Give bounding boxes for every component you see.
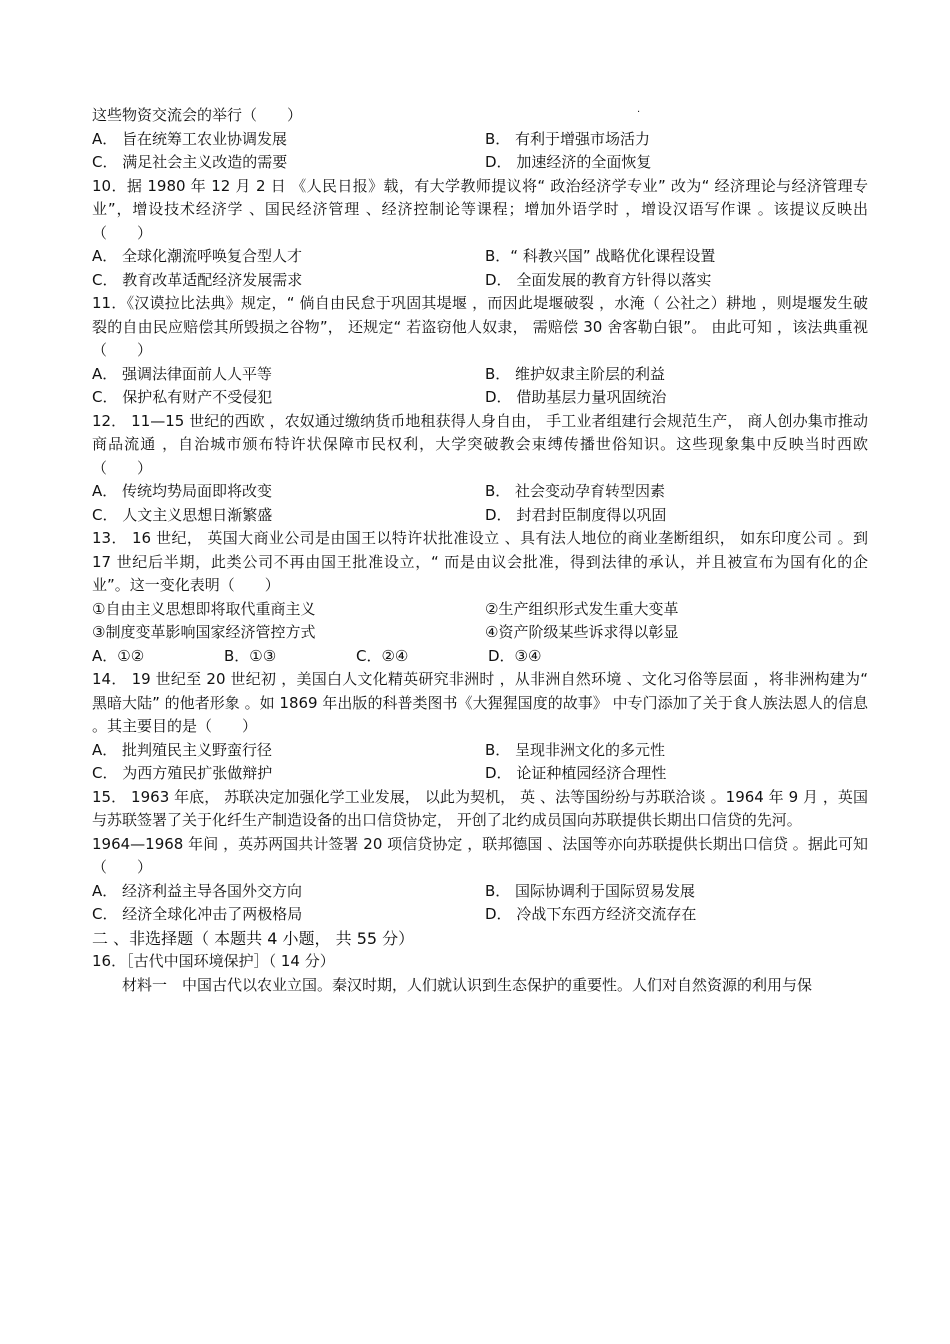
q12-options-row-1 bbox=[92, 480, 868, 504]
q13-statement-3: ③制度变革影响国家经济管控方式 bbox=[92, 623, 316, 641]
q14-option-c[interactable]: C． 为西方殖民扩张做辩护 bbox=[92, 764, 273, 782]
q13-options-row bbox=[92, 645, 868, 669]
q13-option-a[interactable]: A．①② bbox=[92, 646, 145, 665]
q11-options-row-2 bbox=[92, 386, 868, 410]
q16-material-1: 材料一 中国古代以农业立国。秦汉时期，人们就认识到生态保护的重要性。人们对自然资源的利用与保 bbox=[122, 975, 813, 994]
q13-option-d[interactable]: D．③④ bbox=[488, 646, 542, 665]
q14-options-row-1 bbox=[92, 739, 868, 763]
q15-option-c[interactable]: C． 经济全球化冲击了两极格局 bbox=[92, 905, 303, 923]
q11-option-c[interactable]: C． 保护私有财产不受侵犯 bbox=[92, 388, 273, 406]
q15-stem-part-2: 1964—1968 年间 ，英苏两国共计签署 20 项信贷协定 ，联邦德国 、法国等亦向苏联提供长期出口信贷 。据此可知（ ） bbox=[92, 834, 868, 876]
q10-option-a[interactable]: A． 全球化潮流呼唤复合型人才 bbox=[92, 247, 303, 265]
q14-option-b[interactable]: B． 呈现非洲文化的多元性 bbox=[485, 740, 666, 759]
q13-statement-2: ②生产组织形式发生重大变革 bbox=[485, 599, 679, 618]
q12-option-c[interactable]: C． 人文主义思想日渐繁盛 bbox=[92, 505, 273, 524]
q11-options-row-1 bbox=[92, 363, 868, 387]
q13-statement-1: ①自由主义思想即将取代重商主义 bbox=[92, 599, 316, 618]
q15-option-d[interactable]: D． 冷战下东西方经济交流存在 bbox=[485, 905, 697, 923]
q12-option-b[interactable]: B． 社会变动孕育转型因素 bbox=[485, 482, 666, 500]
q11-option-b[interactable]: B． 维护奴隶主阶层的利益 bbox=[485, 364, 666, 383]
q11-option-d[interactable]: D． 借助基层力量巩固统治 bbox=[485, 388, 667, 406]
q11-option-a[interactable]: A． 强调法律面前人人平等 bbox=[92, 364, 273, 383]
q10-options-row-2 bbox=[92, 269, 868, 293]
q13-statement-4: ④资产阶级某些诉求得以彰显 bbox=[485, 623, 679, 641]
q10-stem: 10．据 1980 年 12 月 2 日 《人民日报》载，有大学教师提议将“ 政治经济学专业” 改为“ 经济理论与经济管理专业”，增设技术经济学 、国民经济管理 、经济控制论等课程；增加外语学时 ，增设汉语写作课 。该提议反映出（ ） bbox=[92, 176, 868, 242]
q12-stem: 12． 11—15 世纪的西欧 ，农奴通过缴纳货币地租获得人身自由， 手工业者组建行会规范生产， 商人创办集市推动商品流通 ，自治城市颁布特许状保障市民权利，大学突破教会束缚传播世俗知识。这些现象集中反映当时西欧（ ） bbox=[92, 411, 868, 477]
q14-option-d[interactable]: D． 论证种植园经济合理性 bbox=[485, 764, 667, 782]
q15-options-row-2 bbox=[92, 903, 868, 927]
q15-option-a[interactable]: A． 经济利益主导各国外交方向 bbox=[92, 881, 303, 900]
exam-page bbox=[92, 104, 868, 997]
q10-options-row-1 bbox=[92, 245, 868, 269]
q9-options-row-1 bbox=[92, 128, 868, 152]
q9-option-c[interactable]: C． 满足社会主义改造的需要 bbox=[92, 153, 288, 171]
q14-stem: 14． 19 世纪至 20 世纪初 ，美国白人文化精英研究非洲时 ，从非洲自然环境 、文化习俗等层面 ，将非洲构建为“ 黑暗大陆” 的他者形象 。如 1869 年出版的科普类图书《大猩猩国度的故事》 中专门添加了关于食人族法恩人的信息 。其主要目的是（ ） bbox=[92, 670, 868, 735]
q12-option-d[interactable]: D． 封君封臣制度得以巩固 bbox=[485, 505, 667, 524]
q16-heading: 16．［古代中国环境保护］（ 14 分） bbox=[92, 952, 335, 970]
q13-statements-row-1 bbox=[92, 598, 868, 622]
q10-option-c[interactable]: C． 教育改革适配经济发展需求 bbox=[92, 270, 303, 289]
page-mark: . bbox=[637, 104, 641, 115]
q9-option-d[interactable]: D． 加速经济的全面恢复 bbox=[485, 153, 652, 171]
q12-option-a[interactable]: A． 传统均势局面即将改变 bbox=[92, 482, 273, 500]
q13-stem: 13． 16 世纪， 英国大商业公司是由国王以特许状批准设立 、具有法人地位的商业垄断组织， 如东印度公司 。到 17 世纪后半期，此类公司不再由国王批准设立，“ 而是由议会批准，得到法律的承认，并且被宣布为国有化的企业”。这一变化表明（ ） bbox=[92, 529, 868, 594]
q11-stem: 11．《汉谟拉比法典》规定，“ 倘自由民怠于巩固其堤堰 ，而因此堤堰破裂 ，水淹（ 公社之）耕地 ，则堤堰发生破裂的自由民应赔偿其所毁损之谷物”， 还规定“ 若盗窃他人奴隶， 需赔偿 30 舍客勒白银”。 由此可知 ，该法典重视（ ） bbox=[92, 294, 868, 359]
q15-stem-part-1: 15． 1963 年底， 苏联决定加强化学工业发展， 以此为契机， 英 、法等国纷纷与苏联洽谈 。1964 年 9 月 ，英国与苏联签署了关于化纤生产制造设备的出口信贷协定， 开创了北约成员国向苏联提供长期出口信贷的先河。 bbox=[92, 787, 868, 829]
q12-options-row-2 bbox=[92, 504, 868, 528]
q9-option-a[interactable]: A． 旨在统筹工农业协调发展 bbox=[92, 129, 288, 148]
q13-statements-row-2 bbox=[92, 621, 868, 645]
q10-option-b[interactable]: B．“ 科教兴国” 战略优化课程设置 bbox=[485, 247, 716, 265]
q9-option-b[interactable]: B． 有利于增强市场活力 bbox=[485, 129, 651, 148]
q14-options-row-2 bbox=[92, 762, 868, 786]
q9-stem-tail: 这些物资交流会的举行（ ） bbox=[92, 106, 303, 124]
q15-option-b[interactable]: B． 国际协调利于国际贸易发展 bbox=[485, 881, 696, 900]
section-2-title: 二 、非选择题（ 本题共 4 小题， 共 55 分） bbox=[92, 928, 415, 948]
q15-options-row-1 bbox=[92, 880, 868, 904]
q13-option-c[interactable]: C．②④ bbox=[356, 646, 409, 665]
q10-option-d[interactable]: D． 全面发展的教育方针得以落实 bbox=[485, 270, 712, 289]
q13-option-b[interactable]: B．①③ bbox=[224, 646, 277, 665]
q14-option-a[interactable]: A． 批判殖民主义野蛮行径 bbox=[92, 740, 273, 759]
q9-options-row-2 bbox=[92, 151, 868, 175]
